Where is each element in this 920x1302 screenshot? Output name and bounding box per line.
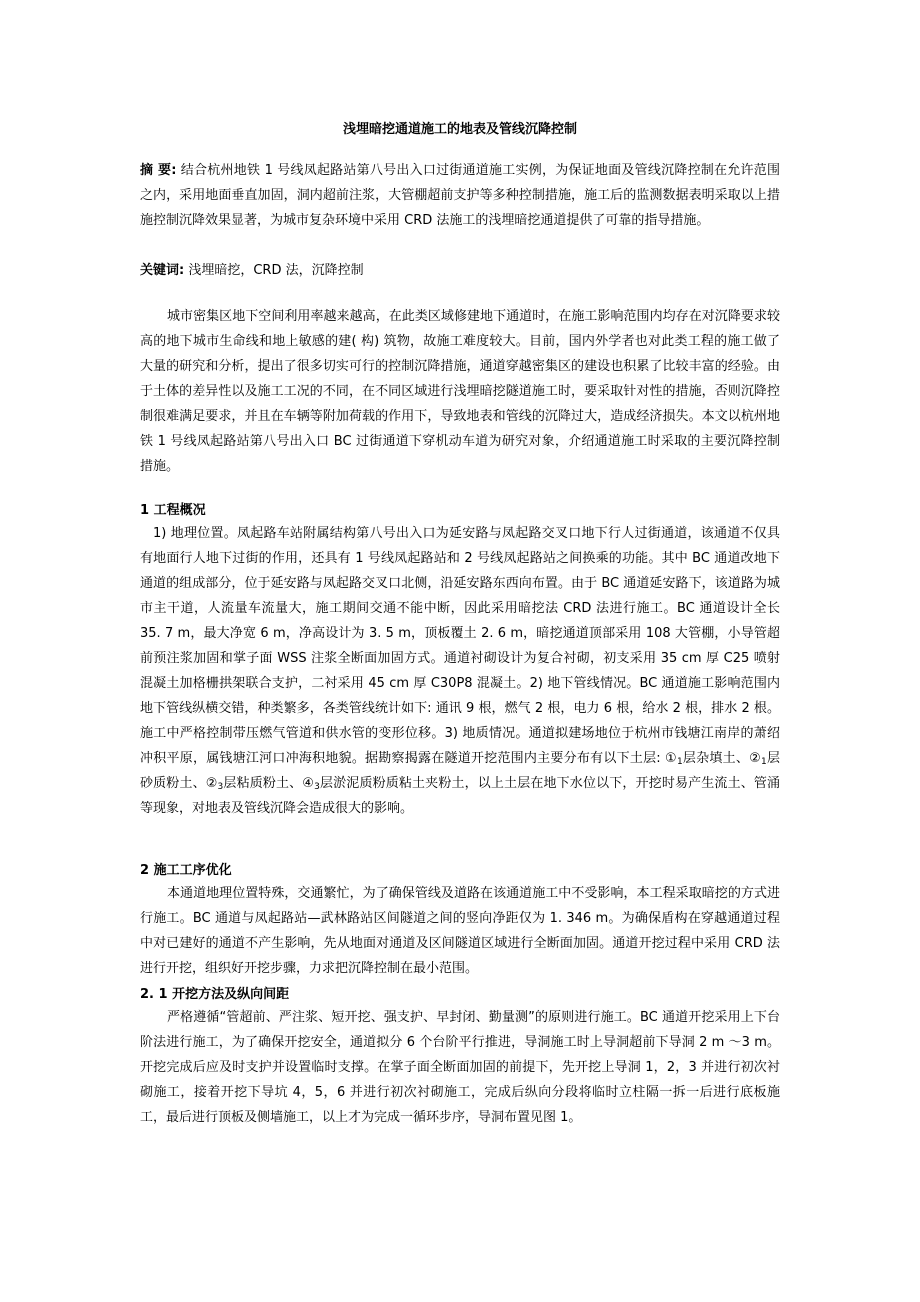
section-2-heading: 2 施工工序优化 [140,863,232,878]
layer-subscript-1: 1 [676,757,683,767]
section-1-mid-3: 层粘质粉土、④ [223,776,315,791]
intro-paragraph: 城市密集区地下空间利用率越来越高，在此类区域修建地下通道时，在施工影响范围内均存在对沉降要求较高的地下城市生命线和地上敏感的建( 构) 筑物，故施工难度较大。目前，国内外学者也对此类工程的施工做了大量的研究和分析，提出了很多切实可行的控制沉降措施，通道穿越密集区的建设也积累了比较丰富的经验。由于土体的差异性以及施工工况的不同，在不同区域进行浅埋暗挖隧道施工时，要采取针对性的措施，否则沉降控制很难满足要求，并且在车辆等附加荷载的作用下，导致地表和管线的沉降过大，造成经济损失。本文以杭州地铁 1 号线凤起路站第八号出入口 BC 过街通道下穿机动车道为研究对象，介绍通道施工时采取的主要沉降控制措施。 [140,309,780,474]
abstract-text: 结合杭州地铁 1 号线凤起路站第八号出入口过街通道施工实例，为保证地面及管线沉降控制在允许范围之内，采用地面垂直加固，洞内超前注浆，大管棚超前支护等多种控制措施，施工后的监测数据表明采取以上措施控制沉降效果显著，为城市复杂环境中采用 CRD 法施工的浅埋暗挖通道提供了可靠的指导措施。 [140,163,780,228]
section-2-1-heading: 2. 1 开挖方法及纵向间距 [140,987,290,1002]
section-2-paragraph: 本通道地理位置特殊，交通繁忙，为了确保管线及道路在该通道施工中不受影响，本工程采取暗挖的方式进行施工。BC 通道与凤起路站—武林路站区间隧道之间的竖向净距仅为 1. 346 m。为确保盾构在穿越通道过程中对已建好的通道不产生影响，先从地面对通道及区间隧道区域进行全断面加固。通道开挖过程中采用 CRD 法进行开挖，组织好开挖步骤，力求把沉降控制在最小范围。 [140,886,780,976]
section-1-heading: 1 工程概况 [140,503,206,518]
section-1-text-a: 1) 地理位置。凤起路车站附属结构第八号出入口为延安路与凤起路交叉口地下行人过街通道，该通道不仅具有地面行人地下过街的作用，还具有 1 号线凤起路站和 2 号线凤起路站之间换乘的功能。其中 BC 通道改地下通道的组成部分，位于延安路与凤起路交叉口北侧，沿延安路东西向布置。由于 BC 通道延安路下，该道路为城市主干道，人流量车流量大，施工期间交通不能中断，因此采用暗挖法 CRD 法进行施工。BC 通道设计全长 35. 7 m，最大净宽 6 m，净高设计为 3. 5 m，顶板覆土 2. 6 m，暗挖通道顶部采用 108 大管棚，小导管超前预注浆加固和掌子面 WSS 注浆全断面加固方式。通道衬砌设计为复合衬砌，初支采用 35 cm 厚 C25 喷射混凝土加格栅拱架联合支护，二衬采用 45 cm 厚 C30P8 混凝土。2) 地下管线情况。BC 通道施工影响范围内地下管线纵横交错，种类繁多，各类管线统计如下: 通讯 9 根，燃气 2 根，电力 6 根，给水 2 根，排水 2 根。施工中严格控制带压燃气管道和供水管的变形位移。3) 地质情况。通道拟建场地位于杭州市钱塘江南岸的萧绍冲积平原，属钱塘江河口冲海积地貌。据勘察揭露在隧道开挖范围内主要分布有以下土层: ① [140,526,780,766]
keywords [140,258,780,283]
layer-subscript-2: 1 [761,757,767,767]
keywords-label: 关键词: [140,263,185,278]
section-1-mid-1: 层杂填土、② [682,751,762,766]
keywords-text: 浅埋暗挖，CRD 法，沉降控制 [184,263,364,278]
abstract [140,158,780,233]
layer-subscript-4: 3 [314,782,320,792]
section-1-mid-2: 层砂质粉土、② [140,751,780,791]
section-2-1-paragraph: 严格遵循“管超前、严注浆、短开挖、强支护、早封闭、勤量测”的原则进行施工。BC 通道开挖采用上下台阶法进行施工，为了确保开挖安全，通道拟分 6 个台阶平行推进，导洞施工时上导洞超前下导洞 2 m ～3 m。开挖完成后应及时支护并设置临时支撑。在掌子面全断面加固的前提下，先开挖上导洞 1，2，3 并进行初次衬砌施工，接着开挖下导坑 4，5，6 并进行初次衬砌施工，完成后纵向分段将临时立柱隔一拆一后进行底板施工，最后进行顶板及侧墙施工，以上才为完成一循环步序，导洞布置见图 1。 [140,1010,780,1125]
layer-subscript-3: 3 [217,782,224,792]
abstract-label: 摘 要: [140,163,177,178]
page-title: 浅埋暗挖通道施工的地表及管线沉降控制 [342,122,577,137]
section-1-text-b: 层淤泥质粉质粘土夹粉土，以上土层在地下水位以下，开挖时易产生流土、管涌等现象，对地表及管线沉降会造成很大的影响。 [140,776,781,816]
section-1-paragraph [140,521,780,821]
